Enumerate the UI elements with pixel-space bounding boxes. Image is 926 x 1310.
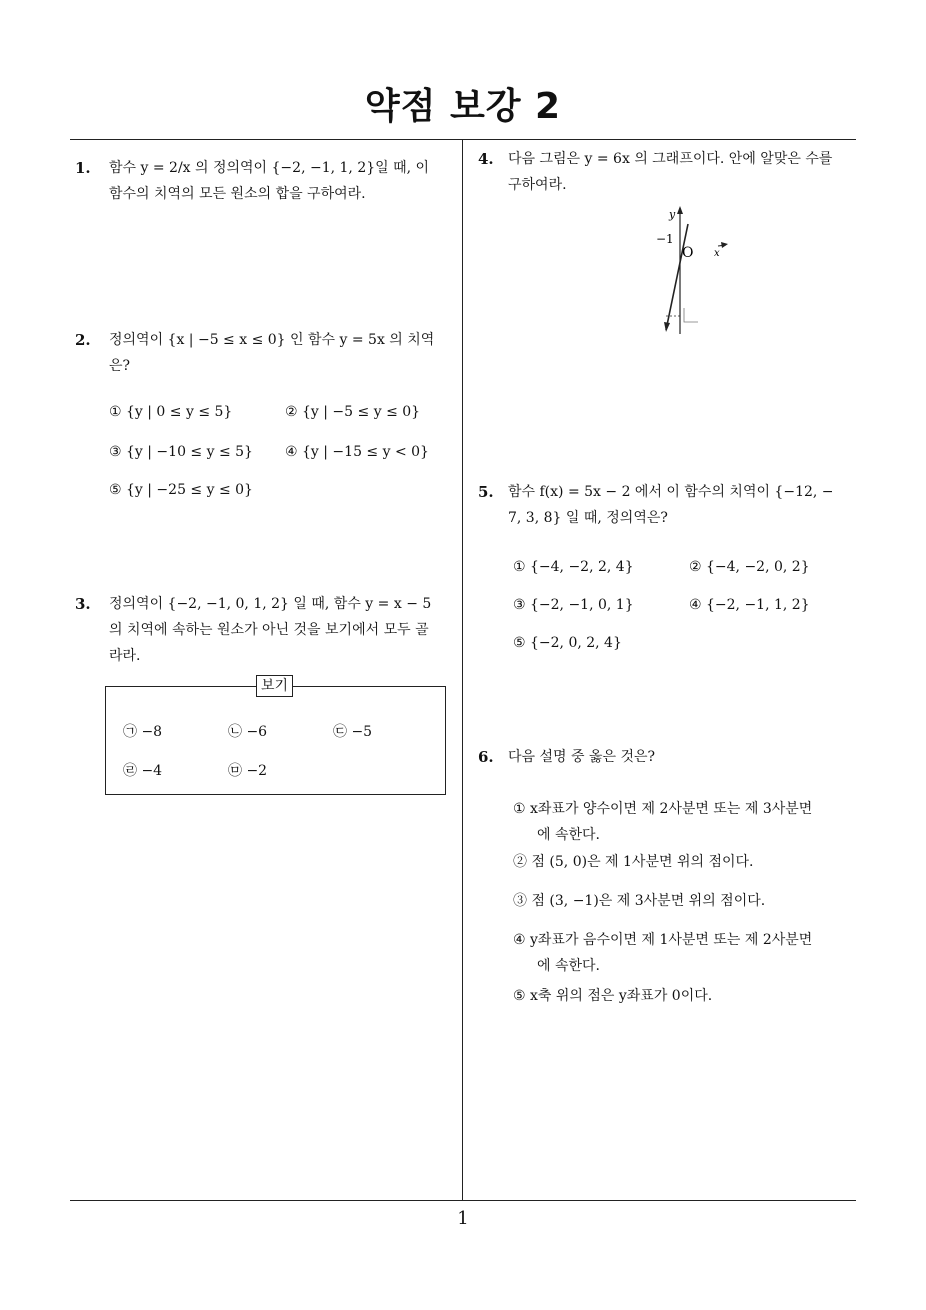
option-3[interactable]: ③ {−2, −1, 0, 1}	[513, 597, 634, 613]
question-text-line: 7, 3, 8} 일 때, 정의역은?	[508, 510, 668, 526]
graph-line-arrow-icon	[664, 322, 670, 332]
question-text-line: 라라.	[109, 648, 141, 664]
option-3[interactable]: ③ 점 (3, −1)은 제 3사분면 위의 점이다.	[513, 893, 766, 909]
option-4[interactable]: ④ {−2, −1, 1, 2}	[689, 597, 810, 613]
option-5[interactable]: ⑤ {y | −25 ≤ y ≤ 0}	[109, 482, 253, 498]
top-rule	[70, 139, 856, 140]
option-4[interactable]	[513, 927, 812, 979]
x-axis-label: x	[714, 248, 720, 259]
option-5[interactable]: ⑤ {−2, 0, 2, 4}	[513, 635, 622, 651]
question-text-line: 다음 설명 중 옳은 것은?	[508, 749, 656, 765]
column-divider	[462, 139, 463, 1201]
question-number: 3.	[75, 595, 91, 613]
option-line: 에 속한다.	[537, 827, 600, 843]
option-3[interactable]: ③ {y | −10 ≤ y ≤ 5}	[109, 444, 253, 460]
bottom-rule	[70, 1200, 856, 1201]
option-1[interactable]	[513, 796, 812, 848]
option-2[interactable]: ② 점 (5, 0)은 제 1사분면 위의 점이다.	[513, 854, 754, 870]
origin-label: O	[682, 245, 694, 261]
question-5	[478, 479, 868, 531]
bogi-item: ㉢ −5	[333, 724, 373, 740]
option-4[interactable]: ④ {y | −15 ≤ y < 0}	[285, 444, 429, 460]
y-axis-label: y	[669, 208, 676, 221]
question-6-options	[513, 796, 858, 1011]
question-1	[75, 155, 460, 207]
bogi-item: ㉡ −6	[228, 724, 268, 740]
option-line: ④ y좌표가 음수이면 제 1사분면 또는 제 2사분면	[513, 932, 813, 948]
graph-y-equals-6x	[650, 202, 750, 337]
option-1[interactable]: ① {−4, −2, 2, 4}	[513, 559, 634, 575]
question-text-line: 의 치역에 속하는 원소가 아닌 것을 보기에서 모두 골	[109, 622, 429, 638]
option-5[interactable]: ⑤ x축 위의 점은 y좌표가 0이다.	[513, 988, 713, 1004]
option-line: 에 속한다.	[537, 958, 600, 974]
question-3	[75, 591, 460, 669]
question-text-line: 다음 그림은 y = 6x 의 그래프이다. 안에 알맞은 수를	[508, 151, 833, 167]
question-5-options	[513, 559, 853, 659]
option-line: ① x좌표가 양수이면 제 2사분면 또는 제 3사분면	[513, 801, 813, 817]
page-number: 1	[457, 1208, 469, 1229]
question-text-line: 함수의 치역의 모든 원소의 합을 구하여라.	[109, 186, 366, 202]
answer-blank-box	[684, 308, 698, 322]
question-number: 1.	[75, 159, 91, 177]
question-number: 5.	[478, 483, 494, 501]
bogi-item: ㉣ −4	[123, 763, 163, 779]
question-text-line: 은?	[109, 358, 131, 374]
question-2-options	[109, 404, 459, 504]
option-2[interactable]: ② {−4, −2, 0, 2}	[689, 559, 810, 575]
question-number: 2.	[75, 331, 91, 349]
y-axis-arrow-icon	[677, 206, 683, 214]
bogi-label: 보기	[256, 675, 293, 697]
question-text-line: 함수 f(x) = 5x − 2 에서 이 함수의 치역이 {−12, −	[508, 484, 834, 500]
tick-label: −1	[656, 232, 674, 246]
question-4	[478, 146, 863, 198]
page-title: 약점 보강 2	[364, 86, 562, 127]
question-number: 4.	[478, 150, 494, 168]
question-text-line: 정의역이 {−2, −1, 0, 1, 2} 일 때, 함수 y = x − 5	[109, 596, 432, 612]
option-2[interactable]: ② {y | −5 ≤ y ≤ 0}	[285, 404, 421, 420]
question-text-line: 구하여라.	[508, 177, 567, 193]
question-number: 6.	[478, 748, 494, 766]
question-text-line: 함수 y = 2/x 의 정의역이 {−2, −1, 1, 2}일 때, 이	[109, 160, 430, 176]
bogi-item: ㉠ −8	[123, 724, 163, 740]
x-axis-arrow-icon	[721, 242, 728, 248]
question-text-line: 정의역이 {x | −5 ≤ x ≤ 0} 인 함수 y = 5x 의 치역	[109, 332, 435, 348]
question-2	[75, 327, 460, 379]
question-6	[478, 744, 863, 770]
option-1[interactable]: ① {y | 0 ≤ y ≤ 5}	[109, 404, 233, 420]
bogi-item: ㉤ −2	[228, 763, 268, 779]
bogi-box	[105, 678, 446, 795]
